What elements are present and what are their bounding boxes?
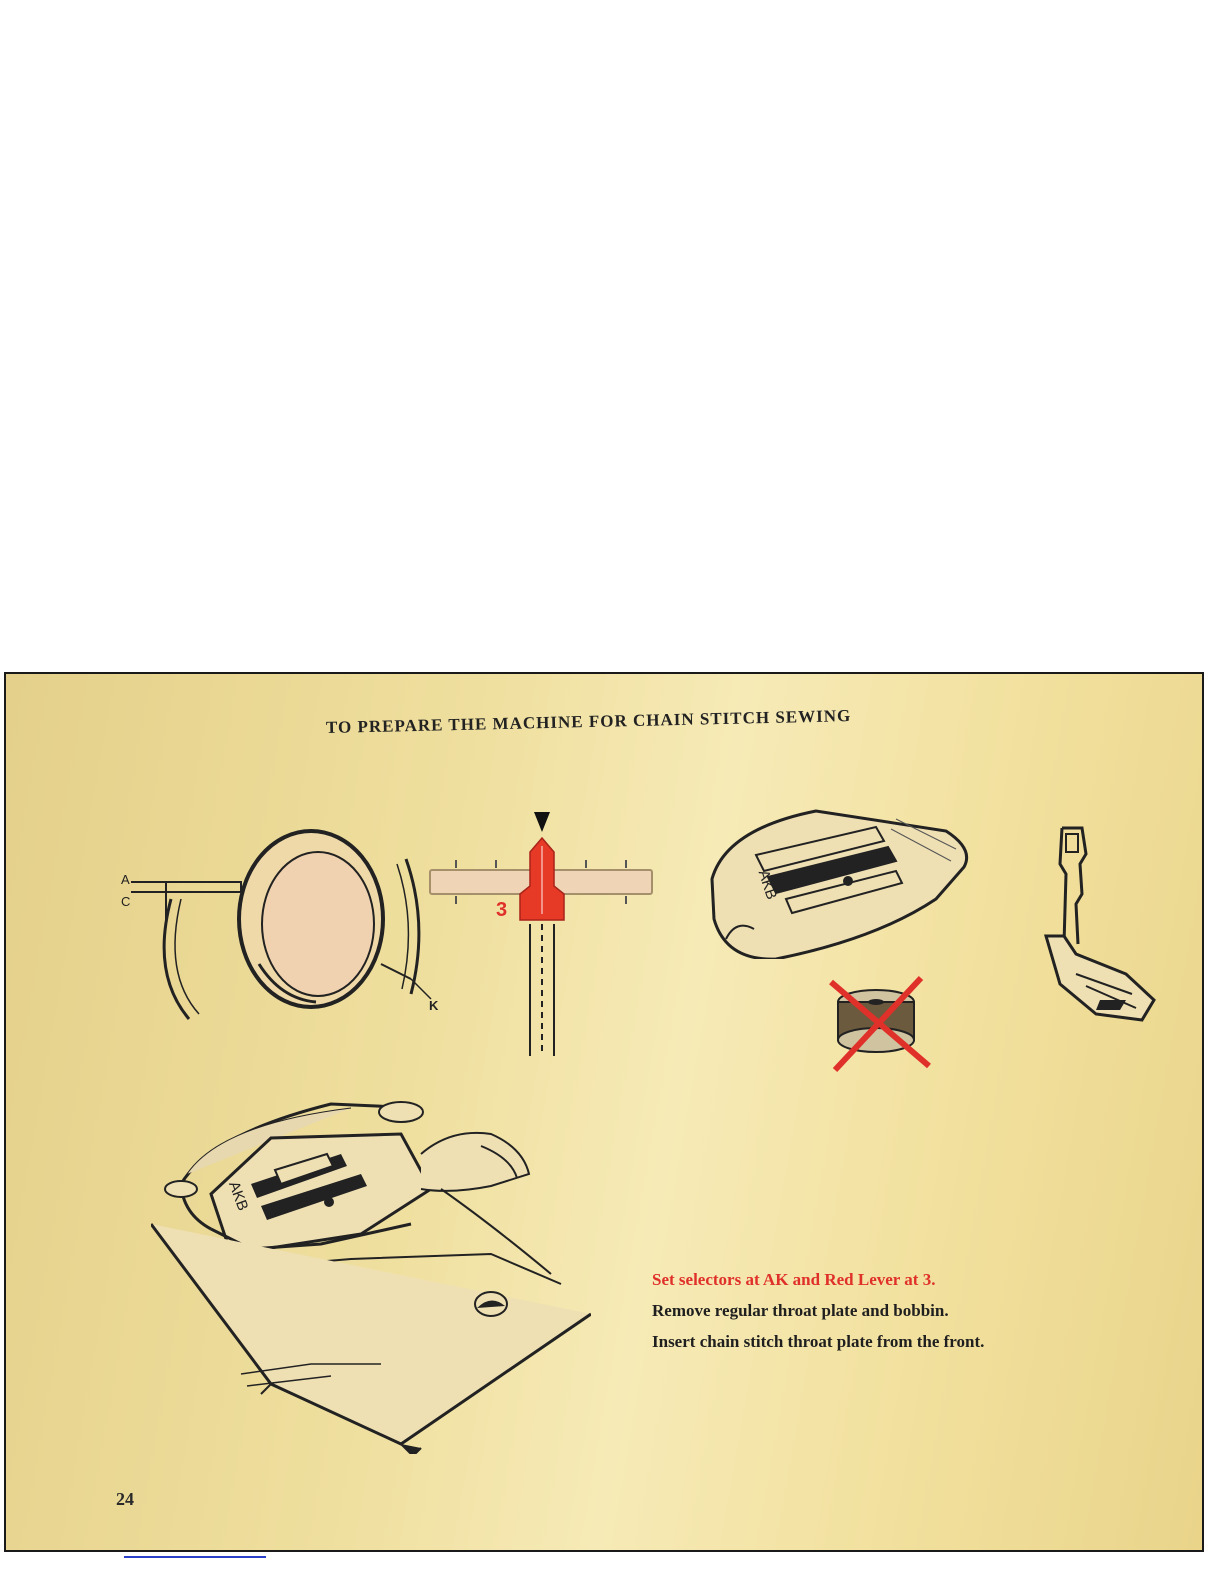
instruction-line-1: Set selectors at AK and Red Lever at 3. (652, 1270, 936, 1289)
plate-markings-inserted: AKB (225, 1179, 252, 1214)
selector-label-a: A (121, 872, 130, 887)
insert-plate-illustration (151, 1094, 591, 1454)
instructions (652, 1264, 1152, 1357)
page-title: TO PREPARE THE MACHINE FOR CHAIN STITCH SEWING (325, 706, 852, 737)
bobbin-crossed-illustration (821, 974, 941, 1074)
presser-foot-illustration (1036, 824, 1166, 1034)
selector-label-k: K (429, 998, 439, 1013)
pointer-arrow-icon (534, 812, 550, 832)
selector-label-c: C (121, 894, 131, 909)
lever-position-label: 3 (496, 899, 508, 921)
instruction-line-2: Remove regular throat plate and bobbin. (652, 1301, 949, 1320)
red-lever-illustration (426, 804, 666, 1064)
page-number: 24 (116, 1489, 134, 1509)
throat-plate-illustration (706, 789, 976, 959)
plate-markings: AKB (754, 867, 781, 902)
selector-dial-illustration (111, 814, 451, 1034)
instruction-line-3: Insert chain stitch throat plate from the front. (652, 1332, 985, 1351)
link-underline (124, 1556, 266, 1558)
manual-page (4, 672, 1204, 1552)
